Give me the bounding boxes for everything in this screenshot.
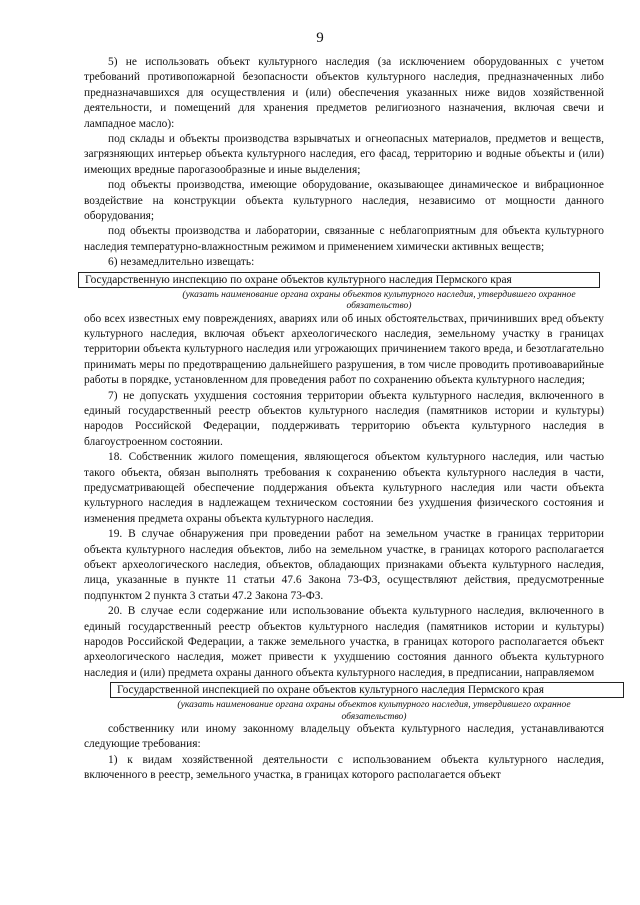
paragraph: 20. В случае если содержание или использование объекта культурного наследия, включенного в единый государственный реестр объектов культурного наследия (памятников истории и культуры) народов Российской Федерации, а также земельного участка, в границах которого располагается объект археологического наследия, может привести к ухудшению состояния данного объекта культурного наследия и (или) предмета охраны данного объекта культурного наследия, в предписании, направляемом	[84, 605, 604, 679]
paragraph: 18. Собственник жилого помещения, являющегося объектом культурного наследия, или частью такого объекта, обязан выполнять требования к сохранению объекта культурного наследия в части, предусматривающей обеспечение поддержания объекта культурного наследия или части объекта культурного наследия в надлежащем техническом состоянии без ухудшения физического состояния и изменения предмета охраны объекта культурного наследия.	[84, 451, 604, 525]
paragraph: 5) не использовать объект культурного наследия (за исключением оборудованных с учетом требований противопожарной безопасности объектов культурного наследия, предназначенных либо предназначавшихся для осуществления и (или) обеспечения указанных ниже видов хозяйственной деятельности, и помещений для хранения предметов религиозного назначения, включая свечи и лампадное масло):	[84, 56, 604, 130]
paragraph: 1) к видам хозяйственной деятельности с использованием объекта культурного наследия, включенного в реестр, земельного участка, в границах которого располагается объект	[84, 753, 604, 782]
paragraph: 6) незамедлительно извещать:	[108, 256, 255, 269]
document-body	[84, 55, 604, 784]
authority-name-caption: (указать наименование органа охраны объектов культурного наследия, утвердившего охранное обязательство)	[177, 699, 571, 722]
page-number: 9	[316, 30, 324, 46]
paragraph: собственнику или иному законному владельцу объекта культурного наследия, устанавливаются следующие требования:	[84, 723, 604, 751]
paragraph: под объекты производства и лаборатории, связанные с неблагоприятным для объекта культурного наследия температурно-влажностным режимом и применением химически активных веществ;	[84, 225, 604, 253]
authority-name-caption: (указать наименование органа охраны объектов культурного наследия, утвердившего охранное обязательство)	[182, 288, 576, 312]
paragraph: 19. В случае обнаружения при проведении работ на земельном участке в границах территории объекта культурного наследия объектов, либо на земельном участке, в границах которого располагается объект археологического наследия, объектов, обладающих признаками объекта культурного наследия, лица, указанные в пункте 11 статьи 47.6 Закона 73-ФЗ, осуществляют действия, предусмотренные подпунктом 2 пункта 3 статьи 47.2 Закона 73-ФЗ.	[84, 528, 604, 602]
authority-name-box: Государственной инспекцией по охране объектов культурного наследия Пермского края	[110, 682, 624, 698]
paragraph: обо всех известных ему повреждениях, авариях или об иных обстоятельствах, причинивших вред объекту культурного наследия, включая объект археологического наследия, земельному участку в границах территории объекта культурного наследия или угрожающих причинением такого вреда, и безотлагательно принимать меры по предотвращению дальнейшего разрушения, в том числе проводить противоаварийные работы в порядке, установленном для проведения работ по сохранению объекта культурного наследия;	[84, 312, 604, 387]
paragraph: под объекты производства, имеющие оборудование, оказывающее динамическое и вибрационное воздействие на конструкции объекта культурного наследия, независимо от мощности данного оборудования;	[84, 179, 604, 223]
paragraph: под склады и объекты производства взрывчатых и огнеопасных материалов, предметов и веществ, загрязняющих интерьер объекта культурного наследия, его фасад, территорию и водные объекты и (или) имеющих вредные парогазообразные и иные выделения;	[84, 133, 604, 176]
authority-name-box: Государственную инспекцию по охране объектов культурного наследия Пермского края	[78, 272, 600, 288]
paragraph: 7) не допускать ухудшения состояния территории объекта культурного наследия, включенного в единый государственный реестр объектов культурного наследия (памятников истории и культуры) народов Российской Федерации, поддерживать территорию объекта культурного наследия в благоустроенном состоянии.	[84, 389, 604, 448]
